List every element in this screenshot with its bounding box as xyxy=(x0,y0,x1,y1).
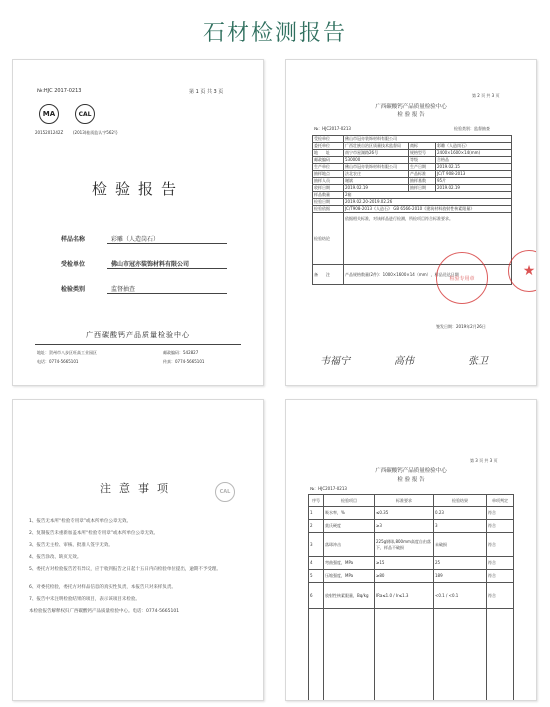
table-row: 检验日期 2019.02.20-2019.02.26 xyxy=(313,199,512,206)
inspection-type-label: 检验类别 xyxy=(61,286,86,293)
report-number: №:HJC 2017-0213 xyxy=(37,88,82,94)
sample-name-label: 样品名称 xyxy=(61,236,86,243)
notice-item: 6、对委托检验，委托方对样品信息的真实性负责，本报告只对来样负责。 xyxy=(29,585,176,590)
fax: 传真：0774-5665101 xyxy=(163,359,205,364)
results-sheet xyxy=(285,399,537,701)
divider xyxy=(107,268,227,269)
inspected-unit-value: 佛山市冠亦装饰材料有限公司 xyxy=(111,261,190,268)
table-header-row: 序号 检验项目 标准要求 检验结果 单项判定 xyxy=(309,495,514,507)
divider xyxy=(35,344,241,345)
center-name: 广西碳酸钙产品质量检验中心 xyxy=(375,104,447,110)
table-row: 6 放射性核素限量，Bq/kg IRa≤1.0 / Ir≤1.3 <0.1 / <0.1 符合 xyxy=(309,583,514,609)
divider xyxy=(107,243,227,244)
notice-item: 3、报告无主检、审核、批准人签字无效。 xyxy=(29,543,113,548)
inspected-unit-label: 受检单位 xyxy=(61,261,86,268)
report-subtitle: 检 验 报 告 xyxy=(397,477,425,483)
table-row: 邮政编码 530000 等级 合格品 xyxy=(313,157,512,164)
telephone: 电话：0774-5665101 xyxy=(37,359,79,364)
center-name: 广西碳酸钙产品质量检验中心 xyxy=(86,331,190,339)
notice-item: 本检验报告解释权归广西碳酸钙产品质量检验中心。电话：0774-5665101 xyxy=(29,609,180,614)
red-seal: ★ xyxy=(508,250,537,292)
table-row: 抽样地点 法北农庄 产品标准 JC/T 908-2013 xyxy=(313,171,512,178)
report-number: №：HJC2017-0213 xyxy=(314,126,351,131)
results-table xyxy=(308,494,514,701)
table-row: 委托单位 广西壮族自治区质量技术监督局 商标 彩雕（人造岗石） xyxy=(313,143,512,150)
page-title: 石材检测报告 xyxy=(202,21,347,46)
cal-logo: CAL xyxy=(75,104,95,124)
inspection-stamp: 检验专用章 xyxy=(436,252,488,304)
table-row: 受检单位 佛山市冠亦装饰材料有限公司 xyxy=(313,136,512,143)
notice-sheet xyxy=(12,399,264,701)
page-number: 第 3 页 共 3 页 xyxy=(470,458,498,463)
cert-number-right: (2013)桂质监认字562号 xyxy=(73,130,118,135)
notice-item: 4、报告涂改、缺页无效。 xyxy=(29,555,82,560)
page-number: 第 2 页 共 3 页 xyxy=(472,93,500,98)
table-row: 收样日期 2019.02.19 抽样日期 2019.02.19 xyxy=(313,185,512,192)
cert-number-left: 2015201242Z xyxy=(35,130,64,135)
page-number: 第 1 页 共 3 页 xyxy=(189,89,224,95)
table-row: 检验依据 JC/T908-2013《人造石》 GB 6566-2010《建筑材料放射性核素限量》 xyxy=(313,206,512,213)
issue-date: 签发日期：2019年2月26日 xyxy=(436,324,486,329)
table-row: 备 注 产品规格数量(2件)：1000×1600×14（mm），样品送达日期 xyxy=(313,265,512,285)
cal-watermark: CAL xyxy=(215,482,235,502)
table-row: 2 莫氏硬度 ≥3 3 符合 xyxy=(309,520,514,533)
center-name: 广西碳酸钙产品质量检验中心 xyxy=(375,468,447,474)
table-row: 检验结论 依据相关标准，对该样品进行检测，所检项目符合标准要求。 xyxy=(313,213,512,265)
address: 贺州市八步区旺高工业园区 xyxy=(49,350,97,355)
report-cover-sheet xyxy=(12,59,264,386)
address-label: 地址： xyxy=(37,350,49,355)
postcode: 邮政编码：542827 xyxy=(163,350,199,355)
notice-item: 2、复制报告未重新加盖本所“检验专用章”或本所单位公章无效。 xyxy=(29,531,159,536)
report-title: 检验报告 xyxy=(91,180,184,198)
report-number: №：HJC2017-0213 xyxy=(310,486,347,491)
table-row: 生产单位 佛山市冠亦装饰材料有限公司 生产日期 2019.02.15 xyxy=(313,164,512,171)
table-row: 4 弯曲强度，MPa ≥15 25 符合 xyxy=(309,557,514,570)
report-detail-sheet xyxy=(285,59,537,386)
table-row: 抽样人员 谢斌 抽样基数 95片 xyxy=(313,178,512,185)
notice-title: 注意事项 xyxy=(100,482,176,495)
divider xyxy=(107,293,227,294)
notice-item: 5、委托方对检验报告若有异议，应于收到报告之日起十五日内向检验单位提出，逾期不予受理。 xyxy=(29,567,221,572)
inspection-type-value: 监督抽查 xyxy=(111,286,136,293)
inspection-category: 检验类别：监督抽查 xyxy=(454,126,490,131)
sample-name-value: 彩雕（人造岗石） xyxy=(111,236,160,243)
notice-item: 7、报告中未注明检验结果的项目，表示该项目未检验。 xyxy=(29,597,140,602)
report-subtitle: 检 验 报 告 xyxy=(397,112,425,118)
signature-reviewer: 高伟 xyxy=(394,356,414,367)
table-row: 地 址 南宁市星湖路26号 规格型号 2400×1600×14(mm) xyxy=(313,150,512,157)
cma-logo: MA xyxy=(39,104,59,124)
table-row: 3 落球冲击 225g钢球,800mm高度自由落下，样品不破损 未破损 符合 xyxy=(309,533,514,557)
table-row xyxy=(309,609,514,702)
table-row: 样品数量 2箱 xyxy=(313,192,512,199)
table-row: 1 吸水率，% ≤0.35 0.23 符合 xyxy=(309,507,514,520)
table-row: 5 压缩强度，MPa ≥80 189 符合 xyxy=(309,570,514,583)
signature-inspector: 韦福宁 xyxy=(320,356,350,367)
notice-item: 1、报告无本所“检验专用章”或本所单位公章无效。 xyxy=(29,519,132,524)
signature-approver: 张卫 xyxy=(468,356,488,367)
